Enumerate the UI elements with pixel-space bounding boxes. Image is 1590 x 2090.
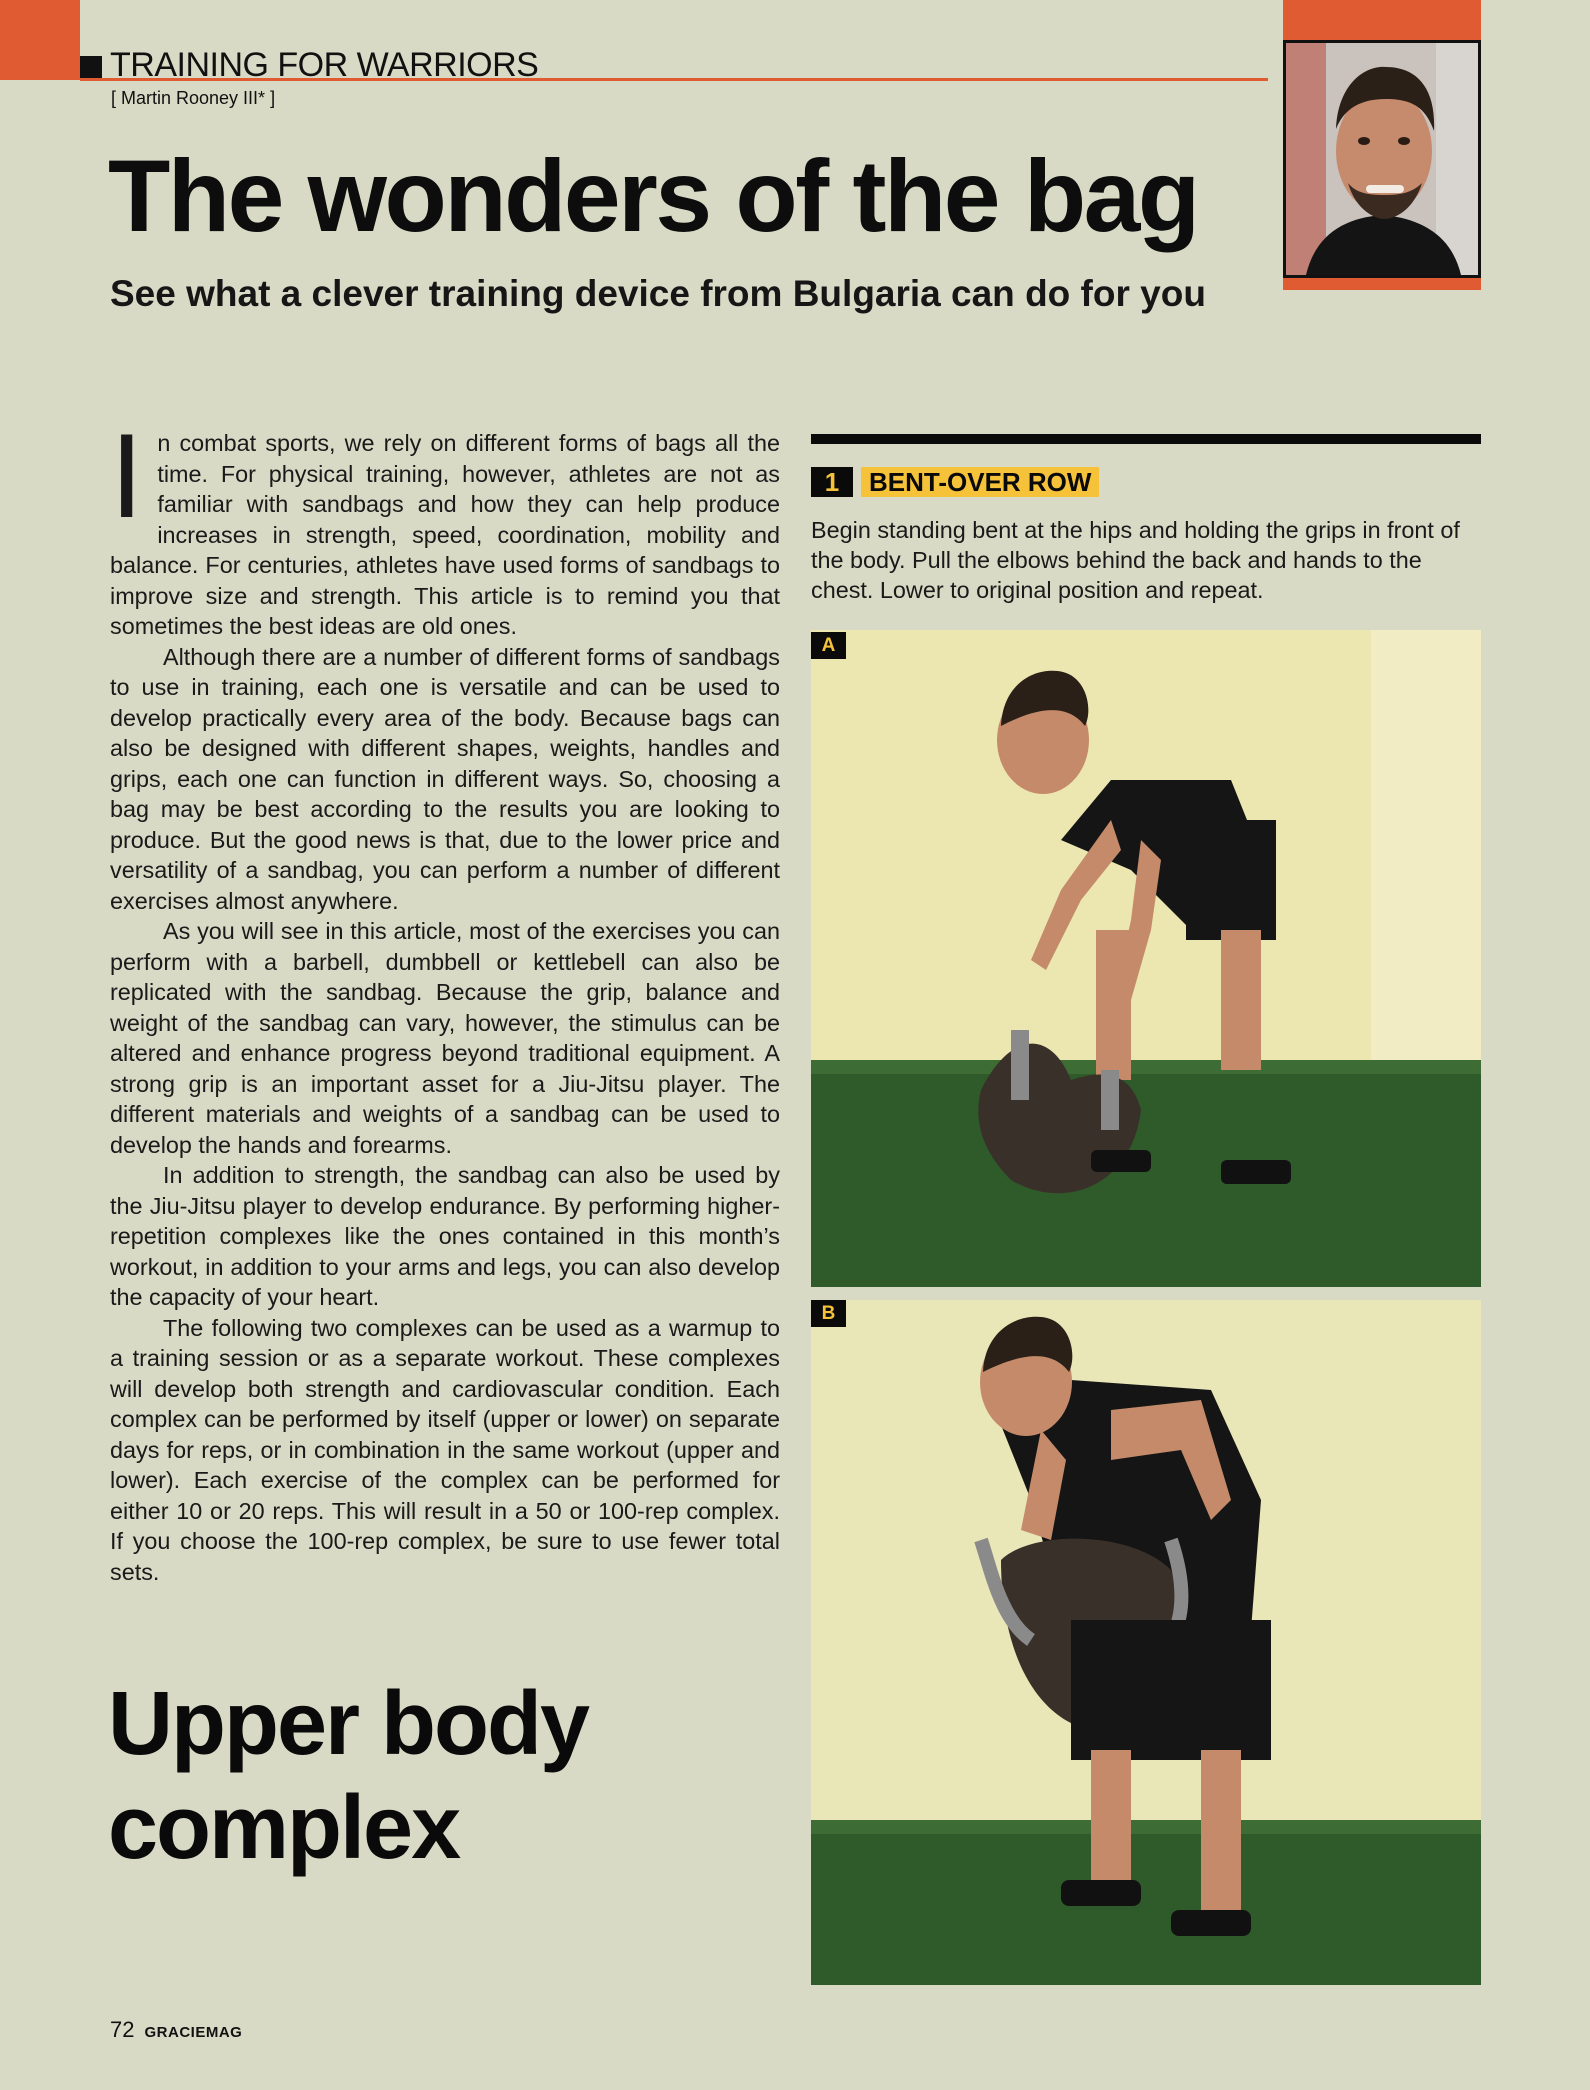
exercise-photo-a	[811, 630, 1481, 1287]
photo-b-image	[811, 1300, 1481, 1985]
drop-cap: I	[110, 409, 144, 543]
article-body	[110, 409, 780, 1587]
article-paragraph: In addition to strength, the sandbag can also be used by the Jiu-Jitsu player to develop endurance. By performing higher-repetition complexes like the ones contained in this month’s workout, in addition to your arms and legs, you can also develop the capacity of your heart.	[110, 1162, 780, 1310]
portrait-frame-bottom	[1283, 278, 1481, 290]
section-label: TRAINING FOR WARRIORS	[110, 46, 539, 84]
portrait-frame-top	[1283, 0, 1481, 40]
photo-label-b: B	[811, 1300, 846, 1327]
page-number: 72	[110, 2017, 135, 2042]
exercise-title: BENT-OVER ROW	[861, 467, 1099, 497]
exercise-photo-b	[811, 1300, 1481, 1985]
article-paragraph: Although there are a number of different forms of sandbags to use in training, each one is versatile and can be used to develop practically every area of the body. Because bags can also be designed with different shapes, weights, handles and grips, each one can function in different ways. So, choosing a bag may be best according to the results you are looking to produce. But the good news is that, due to the lower price and versatility of a sandbag, you can perform a number of different exercises almost anywhere.	[110, 643, 780, 914]
publication-name: GRACIEMAG	[144, 2024, 243, 2041]
page-footer	[110, 2017, 242, 2043]
article-paragraph: The following two complexes can be used as a warmup to a training session or as a separate workout. These complexes will develop both strength and cardiovascular condition. Each complex can be performed by itself (upper or lower) on separate days for reps, or in combination in the same workout (upper and lower). Each exercise of the complex can be performed for either 10 or 20 reps. This will result in a 50 or 100-rep complex. If you choose the 100-rep complex, be sure to use fewer total sets.	[110, 1314, 780, 1585]
author-portrait	[1283, 40, 1481, 278]
exercise-number-badge: 1	[811, 467, 853, 497]
photo-label-a: A	[811, 632, 846, 659]
article-subtitle: See what a clever training device from Bulgaria can do for you	[110, 273, 1206, 314]
article-title: The wonders of the bag	[108, 139, 1198, 253]
exercise-heading	[811, 466, 1099, 498]
article-paragraph	[110, 409, 780, 642]
photo-a-image	[811, 630, 1481, 1287]
exercise-rule	[811, 434, 1481, 444]
exercise-description: Begin standing bent at the hips and holding the grips in front of the body. Pull the elbows behind the back and hands to the chest. Lower to original position and repeat.	[811, 517, 1460, 603]
author-portrait-image	[1286, 43, 1478, 275]
author-byline: [ Martin Rooney III* ]	[111, 88, 276, 108]
corner-accent-block	[0, 0, 80, 80]
paragraph-text: n combat sports, we rely on different forms of bags all the time. For physical training, however, athletes are not as familiar with sandbags and how they can help produce increases in strength, speed, coordination, mobility and balance. For centuries, athletes have used forms of sandbags to improve size and strength. This article is to remind you that sometimes the best ideas are old ones.	[110, 430, 780, 639]
section-heading: Upper body complex	[108, 1674, 589, 1878]
section-marker-square	[80, 56, 102, 78]
article-paragraph: As you will see in this article, most of the exercises you can perform with a barbell, dumbbell or kettlebell can also be replicated with the sandbag. Because the grip, balance and weight of the sandbag can vary, however, the stimulus can be altered and enhance progress beyond traditional equipment. A strong grip is an important asset for a Jiu-Jitsu player. The different materials and weights of a sandbag can be used to develop the hands and forearms.	[110, 918, 780, 1158]
